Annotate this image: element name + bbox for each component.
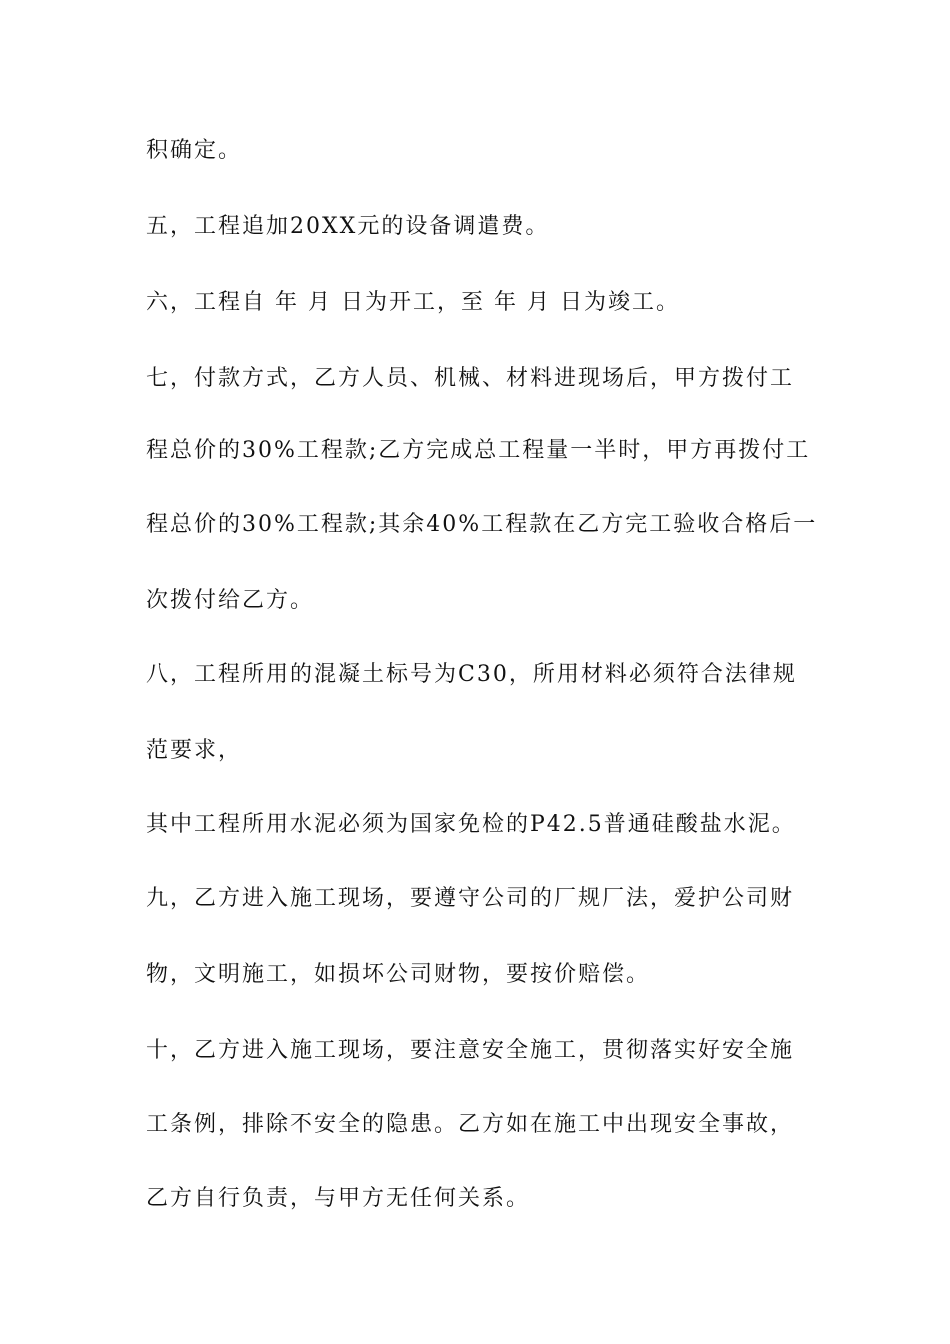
text-line: 积确定。	[146, 138, 243, 163]
text-line: 乙方自行负责，与甲方无任何关系。	[146, 1186, 531, 1211]
text-line: 其中工程所用水泥必须为国家免检的P42.5普通硅酸盐水泥。	[146, 812, 796, 837]
text-line: 次拨付给乙方。	[146, 588, 315, 613]
text-line: 工条例，排除不安全的隐患。乙方如在施工中出现安全事故，	[146, 1112, 795, 1137]
text-line: 物，文明施工，如损坏公司财物，要按价赔偿。	[146, 962, 651, 987]
text-line: 六，工程自 年 月 日为开工，至 年 月 日为竣工。	[146, 290, 680, 315]
text-line: 程总价的30%工程款;其余40%工程款在乙方完工验收合格后一	[146, 512, 818, 537]
text-line: 程总价的30%工程款;乙方完成总工程量一半时，甲方再拨付工	[146, 438, 811, 463]
text-line: 十，乙方进入施工现场，要注意安全施工，贯彻落实好安全施	[146, 1038, 795, 1063]
text-line: 五，工程追加20XX元的设备调遣费。	[146, 214, 550, 239]
text-line: 八，工程所用的混凝土标号为C30，所用材料必须符合法律规	[146, 662, 797, 687]
text-line: 范要求，	[146, 738, 243, 763]
text-line: 七，付款方式，乙方人员、机械、材料进现场后，甲方拨付工	[146, 366, 795, 391]
text-line: 九，乙方进入施工现场，要遵守公司的厂规厂法，爱护公司财	[146, 886, 795, 911]
